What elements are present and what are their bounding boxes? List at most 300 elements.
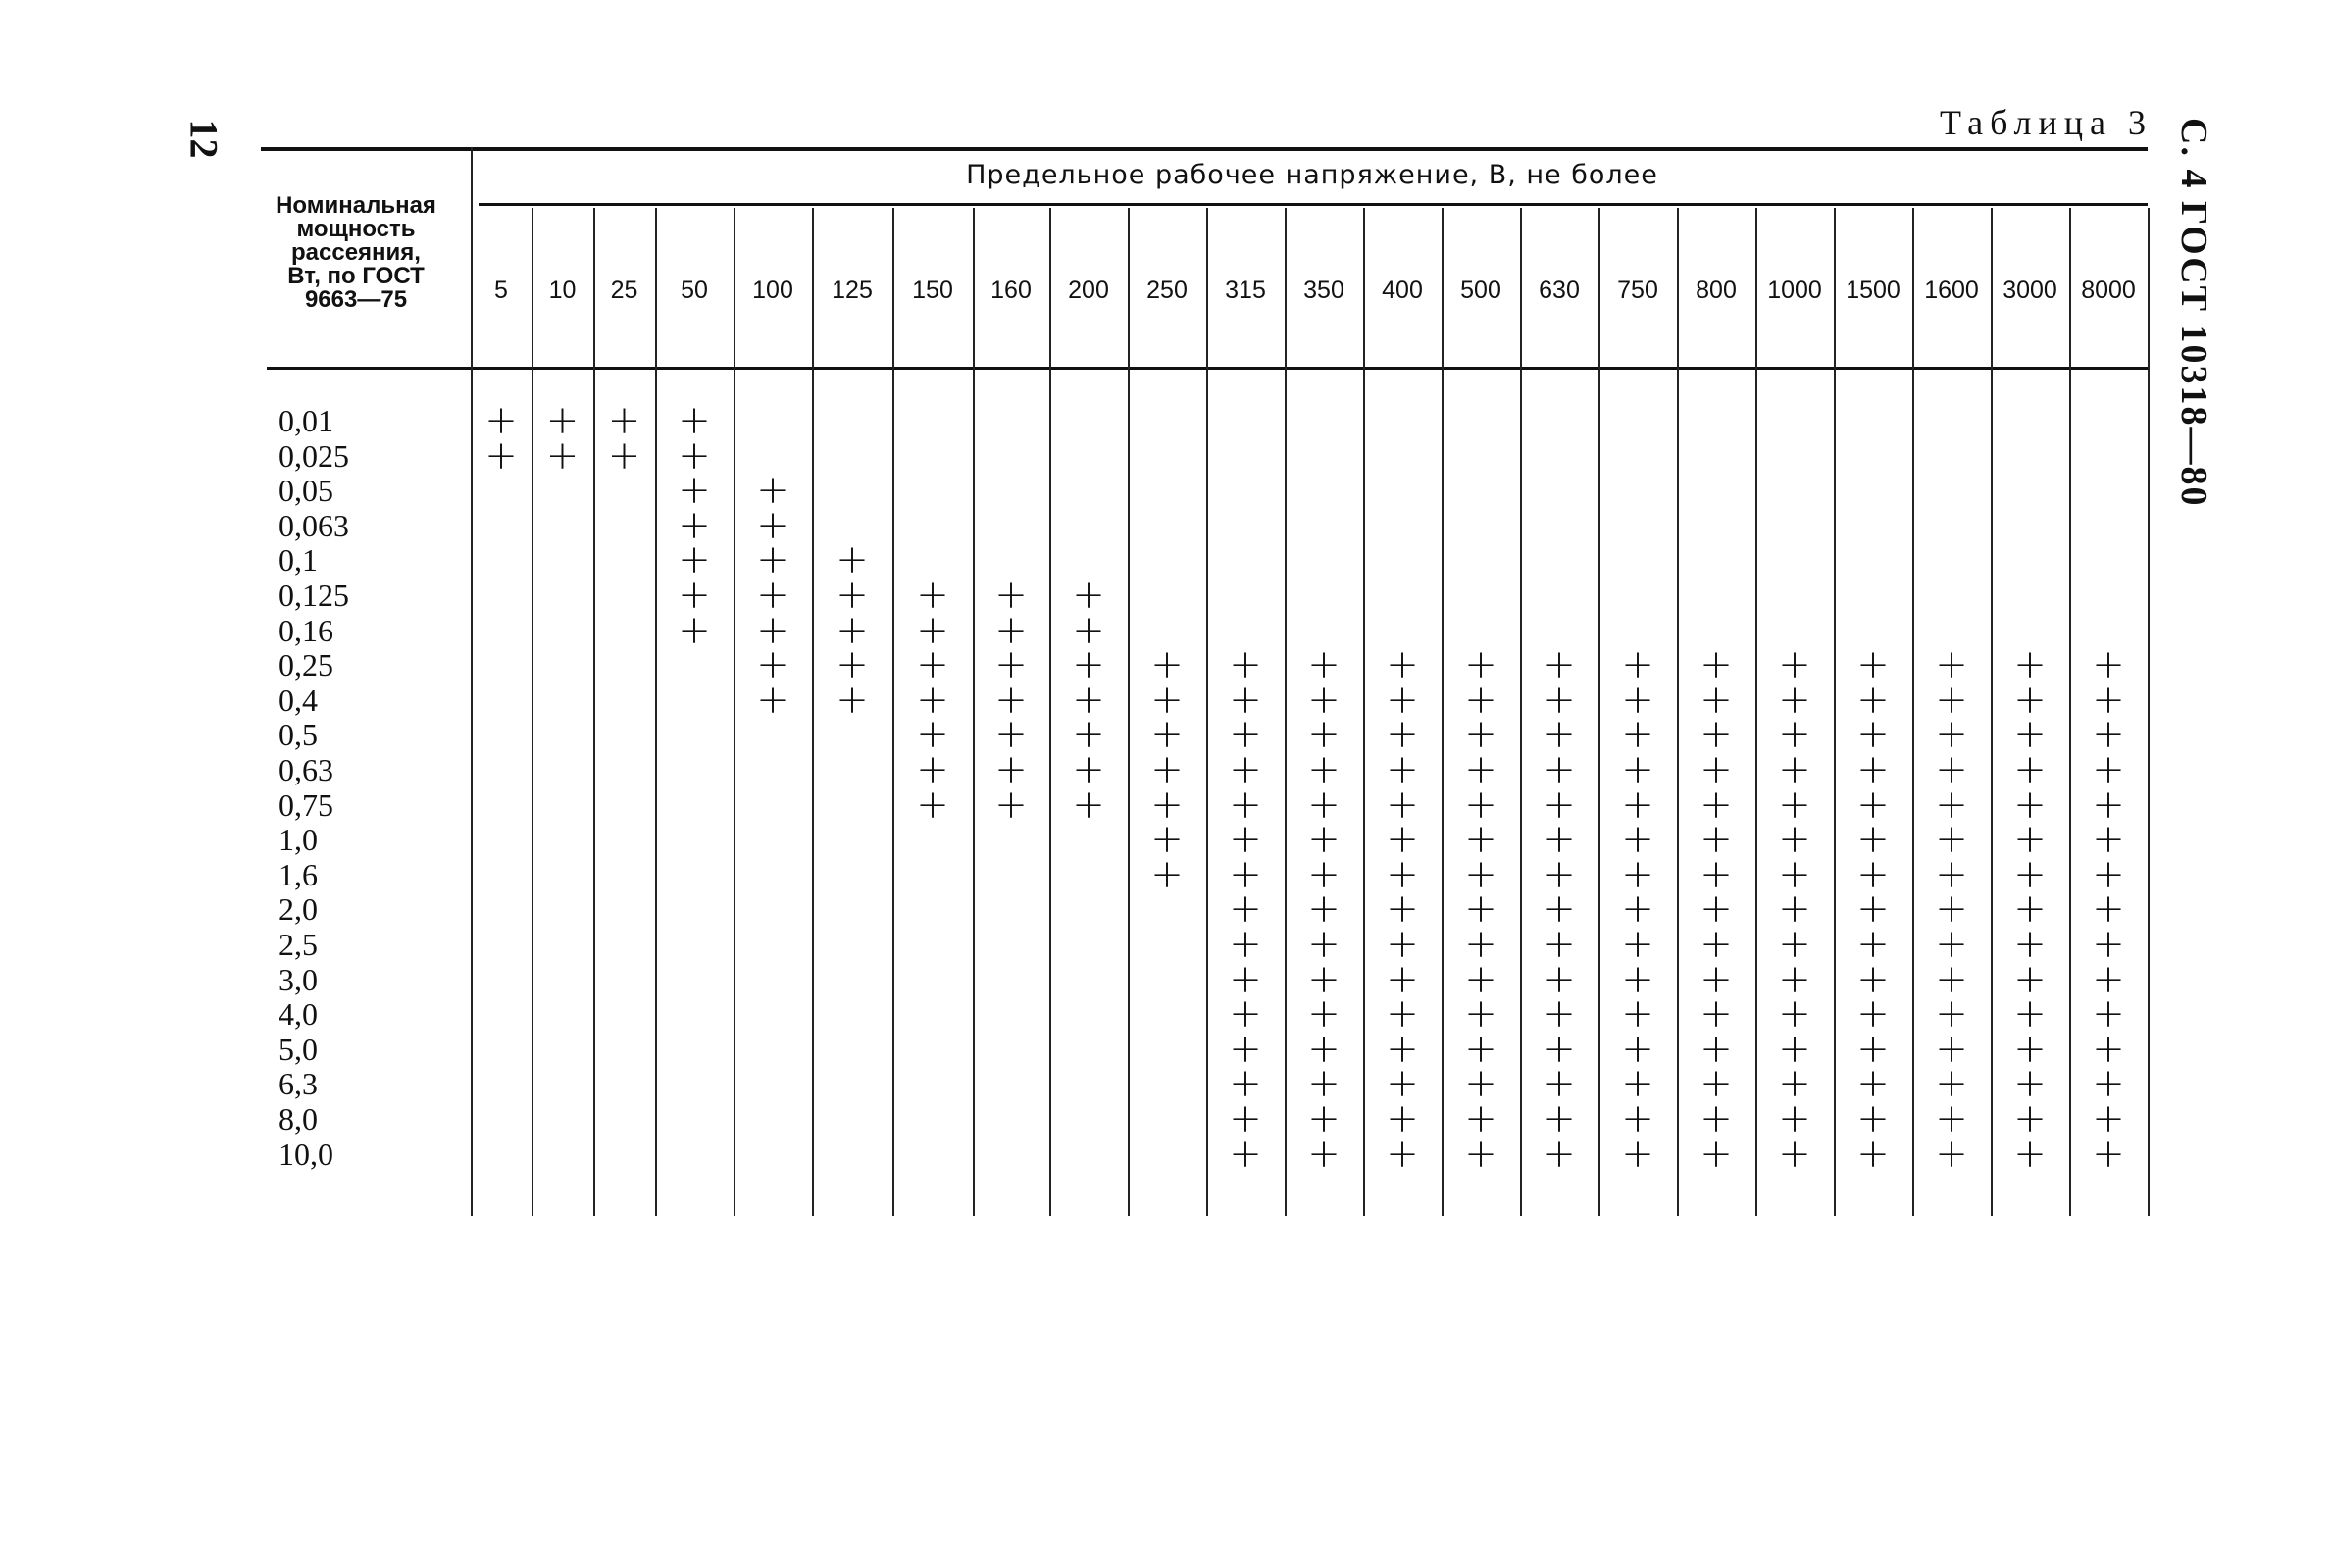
voltage-column-header: 200 xyxy=(1068,277,1109,304)
approval-mark: + xyxy=(1935,1026,1968,1072)
approval-mark: + xyxy=(1386,677,1419,723)
approval-mark: + xyxy=(1699,886,1733,933)
power-row-label: 4,0 xyxy=(279,996,318,1033)
approval-mark: + xyxy=(1229,1096,1262,1141)
voltage-column-header: 750 xyxy=(1617,277,1658,304)
power-row-label: 0,1 xyxy=(279,542,318,579)
column-rule xyxy=(1912,208,1914,1216)
approval-mark: + xyxy=(1543,956,1576,1002)
approval-mark: + xyxy=(2092,1061,2125,1107)
approval-mark: + xyxy=(1621,1026,1654,1072)
approval-mark: + xyxy=(1778,677,1811,723)
approval-mark: + xyxy=(1856,1131,1890,1177)
power-row-label: 0,75 xyxy=(279,786,333,823)
voltage-column-header: 10 xyxy=(548,277,577,304)
approval-mark: + xyxy=(1543,677,1576,723)
approval-mark: + xyxy=(1150,747,1184,792)
approval-mark: + xyxy=(1464,922,1497,967)
approval-mark: + xyxy=(1621,922,1654,967)
approval-mark: + xyxy=(756,537,789,583)
column-rule xyxy=(1049,208,1051,1216)
approval-mark: + xyxy=(678,502,711,548)
power-row-label: 2,0 xyxy=(279,891,318,928)
approval-mark: + xyxy=(2092,956,2125,1002)
column-rule xyxy=(1598,208,1600,1216)
approval-mark: + xyxy=(1386,886,1419,933)
approval-mark: + xyxy=(1621,677,1654,723)
approval-mark: + xyxy=(994,677,1028,723)
approval-mark: + xyxy=(2092,1026,2125,1072)
voltage-column-header: 1500 xyxy=(1846,277,1901,304)
power-row-label: 0,16 xyxy=(279,612,333,648)
approval-mark: + xyxy=(1464,886,1497,933)
approval-mark: + xyxy=(2013,922,2047,967)
approval-mark: + xyxy=(678,432,711,479)
approval-mark: + xyxy=(1778,1096,1811,1141)
approval-mark: + xyxy=(1778,747,1811,792)
approval-mark: + xyxy=(994,573,1028,618)
approval-mark: + xyxy=(2092,851,2125,897)
row-header-line: Номинальная xyxy=(276,192,436,219)
approval-mark: + xyxy=(1543,1131,1576,1177)
approval-mark: + xyxy=(1229,677,1262,723)
voltage-column-header: 100 xyxy=(752,277,793,304)
approval-mark: + xyxy=(1229,886,1262,933)
approval-mark: + xyxy=(1307,677,1341,723)
approval-mark: + xyxy=(1778,991,1811,1037)
approval-mark: + xyxy=(1856,851,1890,897)
approval-mark: + xyxy=(1229,1026,1262,1072)
approval-mark: + xyxy=(1150,712,1184,758)
approval-mark: + xyxy=(1307,712,1341,758)
voltage-column-header: 315 xyxy=(1225,277,1266,304)
approval-mark: + xyxy=(1543,1026,1576,1072)
approval-mark: + xyxy=(1935,712,1968,758)
document-header: С. 4 ГОСТ 10318—80 xyxy=(2173,118,2214,508)
approval-mark: + xyxy=(1072,782,1105,828)
approval-mark: + xyxy=(916,607,949,653)
column-rule xyxy=(973,208,975,1216)
approval-mark: + xyxy=(1386,782,1419,828)
voltage-column-header: 630 xyxy=(1539,277,1580,304)
approval-mark: + xyxy=(1778,1131,1811,1177)
column-rule xyxy=(1755,208,1757,1216)
approval-mark: + xyxy=(2092,886,2125,933)
approval-mark: + xyxy=(1935,1061,1968,1107)
column-rule xyxy=(892,208,894,1216)
voltage-column-header: 400 xyxy=(1382,277,1423,304)
approval-mark: + xyxy=(1072,573,1105,618)
approval-mark: + xyxy=(1543,747,1576,792)
approval-mark: + xyxy=(1386,1096,1419,1141)
column-rule xyxy=(2148,208,2150,1216)
approval-mark: + xyxy=(2013,1131,2047,1177)
approval-mark: + xyxy=(756,502,789,548)
approval-mark: + xyxy=(1935,817,1968,863)
approval-mark: + xyxy=(2013,991,2047,1037)
approval-mark: + xyxy=(1464,1096,1497,1141)
approval-mark: + xyxy=(1543,712,1576,758)
row-header-line: 9663—75 xyxy=(304,286,408,313)
power-row-label: 0,63 xyxy=(279,752,333,787)
approval-mark: + xyxy=(1699,782,1733,828)
approval-mark: + xyxy=(1621,886,1654,933)
table-title: Таблица 3 xyxy=(1940,103,2153,142)
approval-mark: + xyxy=(1150,642,1184,688)
approval-mark: + xyxy=(836,607,869,653)
approval-mark: + xyxy=(1856,817,1890,863)
approval-mark: + xyxy=(1621,991,1654,1037)
approval-mark: + xyxy=(1935,956,1968,1002)
power-row-label: 0,125 xyxy=(279,578,349,613)
approval-mark: + xyxy=(1621,1061,1654,1107)
approval-mark: + xyxy=(916,782,949,828)
row-header-line: мощность xyxy=(296,216,416,242)
approval-mark: + xyxy=(994,712,1028,758)
approval-mark: + xyxy=(1699,747,1733,792)
approval-mark: + xyxy=(1229,851,1262,897)
approval-mark: + xyxy=(1307,1096,1341,1141)
power-row-label: 3,0 xyxy=(279,961,318,997)
approval-mark: + xyxy=(1778,1061,1811,1107)
voltage-column-header: 1600 xyxy=(1924,277,1979,304)
approval-mark: + xyxy=(1464,712,1497,758)
power-row-label: 2,5 xyxy=(279,927,318,962)
approval-mark: + xyxy=(1778,817,1811,863)
approval-mark: + xyxy=(756,573,789,618)
approval-mark: + xyxy=(916,642,949,688)
voltage-column-header: 500 xyxy=(1460,277,1501,304)
approval-mark: + xyxy=(1621,782,1654,828)
approval-mark: + xyxy=(1307,782,1341,828)
approval-mark: + xyxy=(678,573,711,618)
power-row-label: 1,6 xyxy=(279,856,318,892)
row-header-line: рассеяния, xyxy=(291,239,421,266)
approval-mark: + xyxy=(2092,747,2125,792)
column-rule xyxy=(471,147,473,1216)
voltage-column-header: 800 xyxy=(1696,277,1737,304)
approval-mark: + xyxy=(1699,1061,1733,1107)
column-rule xyxy=(532,208,533,1216)
approval-mark: + xyxy=(1229,642,1262,688)
approval-mark: + xyxy=(1543,817,1576,863)
approval-mark: + xyxy=(1621,1096,1654,1141)
approval-mark: + xyxy=(1386,1026,1419,1072)
approval-mark: + xyxy=(1464,677,1497,723)
approval-mark: + xyxy=(2013,712,2047,758)
approval-mark: + xyxy=(1386,1131,1419,1177)
approval-mark: + xyxy=(1621,642,1654,688)
approval-mark: + xyxy=(678,607,711,653)
approval-mark: + xyxy=(1464,782,1497,828)
column-rule xyxy=(812,208,814,1216)
approval-mark: + xyxy=(836,642,869,688)
approval-mark: + xyxy=(1621,1131,1654,1177)
approval-mark: + xyxy=(1072,712,1105,758)
approval-mark: + xyxy=(1386,642,1419,688)
approval-mark: + xyxy=(1229,712,1262,758)
approval-mark: + xyxy=(836,537,869,583)
column-rule xyxy=(655,208,657,1216)
approval-mark: + xyxy=(1935,1131,1968,1177)
approval-mark: + xyxy=(1543,642,1576,688)
approval-mark: + xyxy=(1307,642,1341,688)
approval-mark: + xyxy=(1543,922,1576,967)
power-row-label: 6,3 xyxy=(279,1066,318,1102)
power-row-label: 0,01 xyxy=(279,403,333,438)
approval-mark: + xyxy=(2013,782,2047,828)
approval-mark: + xyxy=(545,432,580,479)
approval-mark: + xyxy=(1935,922,1968,967)
approval-mark: + xyxy=(2092,1131,2125,1177)
power-row-label: 5,0 xyxy=(279,1031,318,1067)
approval-mark: + xyxy=(2013,642,2047,688)
voltage-column-header: 8000 xyxy=(2081,277,2136,304)
approval-mark: + xyxy=(1856,922,1890,967)
approval-mark: + xyxy=(2092,677,2125,723)
approval-mark: + xyxy=(836,677,869,723)
approval-mark: + xyxy=(1621,712,1654,758)
approval-mark: + xyxy=(2092,991,2125,1037)
approval-mark: + xyxy=(756,642,789,688)
approval-mark: + xyxy=(1386,747,1419,792)
approval-mark: + xyxy=(1386,817,1419,863)
approval-mark: + xyxy=(1464,851,1497,897)
approval-mark: + xyxy=(1229,922,1262,967)
approval-mark: + xyxy=(2013,677,2047,723)
approval-mark: + xyxy=(2092,817,2125,863)
approval-mark: + xyxy=(1935,782,1968,828)
approval-mark: + xyxy=(1856,747,1890,792)
power-row-label: 0,25 xyxy=(279,647,333,683)
approval-mark: + xyxy=(484,398,518,443)
approval-mark: + xyxy=(916,712,949,758)
approval-mark: + xyxy=(2013,886,2047,933)
column-rule xyxy=(1128,208,1130,1216)
approval-mark: + xyxy=(1229,817,1262,863)
approval-mark: + xyxy=(1307,1061,1341,1107)
approval-mark: + xyxy=(2092,1096,2125,1141)
approval-mark: + xyxy=(1699,991,1733,1037)
approval-mark: + xyxy=(1856,956,1890,1002)
approval-mark: + xyxy=(1699,712,1733,758)
approval-mark: + xyxy=(1778,782,1811,828)
approval-mark: + xyxy=(1778,851,1811,897)
approval-mark: + xyxy=(756,468,789,514)
approval-mark: + xyxy=(1072,642,1105,688)
approval-mark: + xyxy=(2092,782,2125,828)
approval-mark: + xyxy=(1935,677,1968,723)
power-row-label: 10,0 xyxy=(279,1136,333,1172)
approval-mark: + xyxy=(1856,677,1890,723)
approval-mark: + xyxy=(1856,712,1890,758)
approval-mark: + xyxy=(1464,956,1497,1002)
approval-mark: + xyxy=(1150,677,1184,723)
power-row-label: 8,0 xyxy=(279,1101,318,1137)
approval-mark: + xyxy=(756,607,789,653)
voltage-column-header: 50 xyxy=(681,277,708,304)
voltage-column-header: 125 xyxy=(832,277,873,304)
approval-mark: + xyxy=(1229,747,1262,792)
approval-mark: + xyxy=(1464,1061,1497,1107)
approval-mark: + xyxy=(1072,747,1105,792)
approval-mark: + xyxy=(1072,677,1105,723)
approval-mark: + xyxy=(1778,956,1811,1002)
voltage-column-header: 1000 xyxy=(1767,277,1822,304)
approval-mark: + xyxy=(1464,1026,1497,1072)
power-row-label: 0,4 xyxy=(279,682,318,718)
approval-mark: + xyxy=(2013,1026,2047,1072)
approval-mark: + xyxy=(2092,922,2125,967)
column-rule xyxy=(734,208,735,1216)
voltage-column-header: 250 xyxy=(1146,277,1188,304)
approval-mark: + xyxy=(1307,747,1341,792)
approval-mark: + xyxy=(1543,1096,1576,1141)
approval-mark: + xyxy=(1856,782,1890,828)
approval-mark: + xyxy=(678,398,711,443)
approval-mark: + xyxy=(836,573,869,618)
approval-mark: + xyxy=(1386,712,1419,758)
approval-mark: + xyxy=(1699,956,1733,1002)
approval-mark: + xyxy=(1621,956,1654,1002)
approval-mark: + xyxy=(1778,1026,1811,1072)
column-rule xyxy=(1206,208,1208,1216)
approval-mark: + xyxy=(994,607,1028,653)
approval-mark: + xyxy=(678,537,711,583)
approval-mark: + xyxy=(994,747,1028,792)
approval-mark: + xyxy=(1935,642,1968,688)
approval-mark: + xyxy=(1386,851,1419,897)
approval-mark: + xyxy=(2013,851,2047,897)
approval-mark: + xyxy=(916,747,949,792)
voltage-column-header: 3000 xyxy=(2002,277,2057,304)
column-rule xyxy=(593,208,595,1216)
page-number: 12 xyxy=(181,119,227,159)
row-header xyxy=(253,194,459,312)
approval-mark: + xyxy=(2013,1061,2047,1107)
approval-mark: + xyxy=(545,398,580,443)
approval-mark: + xyxy=(1543,782,1576,828)
approval-mark: + xyxy=(1386,1061,1419,1107)
approval-mark: + xyxy=(1778,886,1811,933)
approval-mark: + xyxy=(756,677,789,723)
approval-mark: + xyxy=(1856,991,1890,1037)
approval-mark: + xyxy=(1150,782,1184,828)
approval-mark: + xyxy=(1464,747,1497,792)
approval-mark: + xyxy=(2092,712,2125,758)
column-rule xyxy=(1677,208,1679,1216)
approval-mark: + xyxy=(678,468,711,514)
approval-mark: + xyxy=(1543,991,1576,1037)
approval-mark: + xyxy=(1543,851,1576,897)
column-rule xyxy=(1834,208,1836,1216)
approval-mark: + xyxy=(2013,817,2047,863)
approval-mark: + xyxy=(1229,782,1262,828)
table-top-rule xyxy=(261,147,2148,151)
approval-mark: + xyxy=(1856,642,1890,688)
approval-mark: + xyxy=(1856,1026,1890,1072)
column-rule xyxy=(2069,208,2071,1216)
approval-mark: + xyxy=(1307,1131,1341,1177)
voltage-column-header: 160 xyxy=(990,277,1032,304)
voltage-column-header: 5 xyxy=(494,277,508,304)
approval-mark: + xyxy=(1307,922,1341,967)
approval-mark: + xyxy=(1464,991,1497,1037)
approval-mark: + xyxy=(994,642,1028,688)
approval-mark: + xyxy=(1699,851,1733,897)
row-header-line: Вт, по ГОСТ xyxy=(287,263,425,289)
approval-mark: + xyxy=(1229,1131,1262,1177)
approval-mark: + xyxy=(1464,817,1497,863)
approval-mark: + xyxy=(1386,922,1419,967)
approval-mark: + xyxy=(1856,1061,1890,1107)
header-divider xyxy=(479,203,2148,206)
approval-mark: + xyxy=(1464,1131,1497,1177)
approval-mark: + xyxy=(1307,956,1341,1002)
column-rule xyxy=(1442,208,1444,1216)
approval-mark: + xyxy=(1072,607,1105,653)
column-group-header: Предельное рабочее напряжение, В, не более xyxy=(966,160,1658,190)
approval-mark: + xyxy=(1935,991,1968,1037)
power-row-label: 1,0 xyxy=(279,822,318,858)
approval-mark: + xyxy=(1699,922,1733,967)
approval-mark: + xyxy=(484,432,518,479)
power-row-label: 0,5 xyxy=(279,717,318,753)
approval-mark: + xyxy=(1935,851,1968,897)
approval-mark: + xyxy=(1699,1096,1733,1141)
approval-mark: + xyxy=(1307,991,1341,1037)
column-rule xyxy=(1285,208,1287,1216)
approval-mark: + xyxy=(607,432,641,479)
approval-mark: + xyxy=(1621,817,1654,863)
approval-mark: + xyxy=(1935,747,1968,792)
approval-mark: + xyxy=(1150,851,1184,897)
approval-mark: + xyxy=(1699,1026,1733,1072)
approval-mark: + xyxy=(1935,886,1968,933)
column-rule xyxy=(1363,208,1365,1216)
approval-mark: + xyxy=(1307,1026,1341,1072)
voltage-column-header: 150 xyxy=(912,277,953,304)
approval-mark: + xyxy=(1699,642,1733,688)
approval-mark: + xyxy=(1307,886,1341,933)
power-row-label: 0,025 xyxy=(279,437,349,474)
approval-mark: + xyxy=(1307,851,1341,897)
approval-mark: + xyxy=(916,573,949,618)
approval-mark: + xyxy=(607,398,641,443)
approval-mark: + xyxy=(1699,1131,1733,1177)
approval-mark: + xyxy=(1699,677,1733,723)
approval-mark: + xyxy=(1150,817,1184,863)
approval-mark: + xyxy=(1307,817,1341,863)
approval-mark: + xyxy=(1229,956,1262,1002)
approval-mark: + xyxy=(1621,747,1654,792)
approval-mark: + xyxy=(1699,817,1733,863)
approval-mark: + xyxy=(2013,1096,2047,1141)
approval-mark: + xyxy=(1778,642,1811,688)
approval-mark: + xyxy=(1778,922,1811,967)
column-rule xyxy=(1991,208,1993,1216)
approval-mark: + xyxy=(2013,956,2047,1002)
approval-mark: + xyxy=(1386,956,1419,1002)
approval-mark: + xyxy=(1229,991,1262,1037)
approval-mark: + xyxy=(1229,1061,1262,1107)
approval-mark: + xyxy=(1543,1061,1576,1107)
voltage-column-header: 350 xyxy=(1303,277,1344,304)
approval-mark: + xyxy=(916,677,949,723)
approval-mark: + xyxy=(1856,886,1890,933)
power-row-label: 0,05 xyxy=(279,473,333,509)
approval-mark: + xyxy=(2013,747,2047,792)
